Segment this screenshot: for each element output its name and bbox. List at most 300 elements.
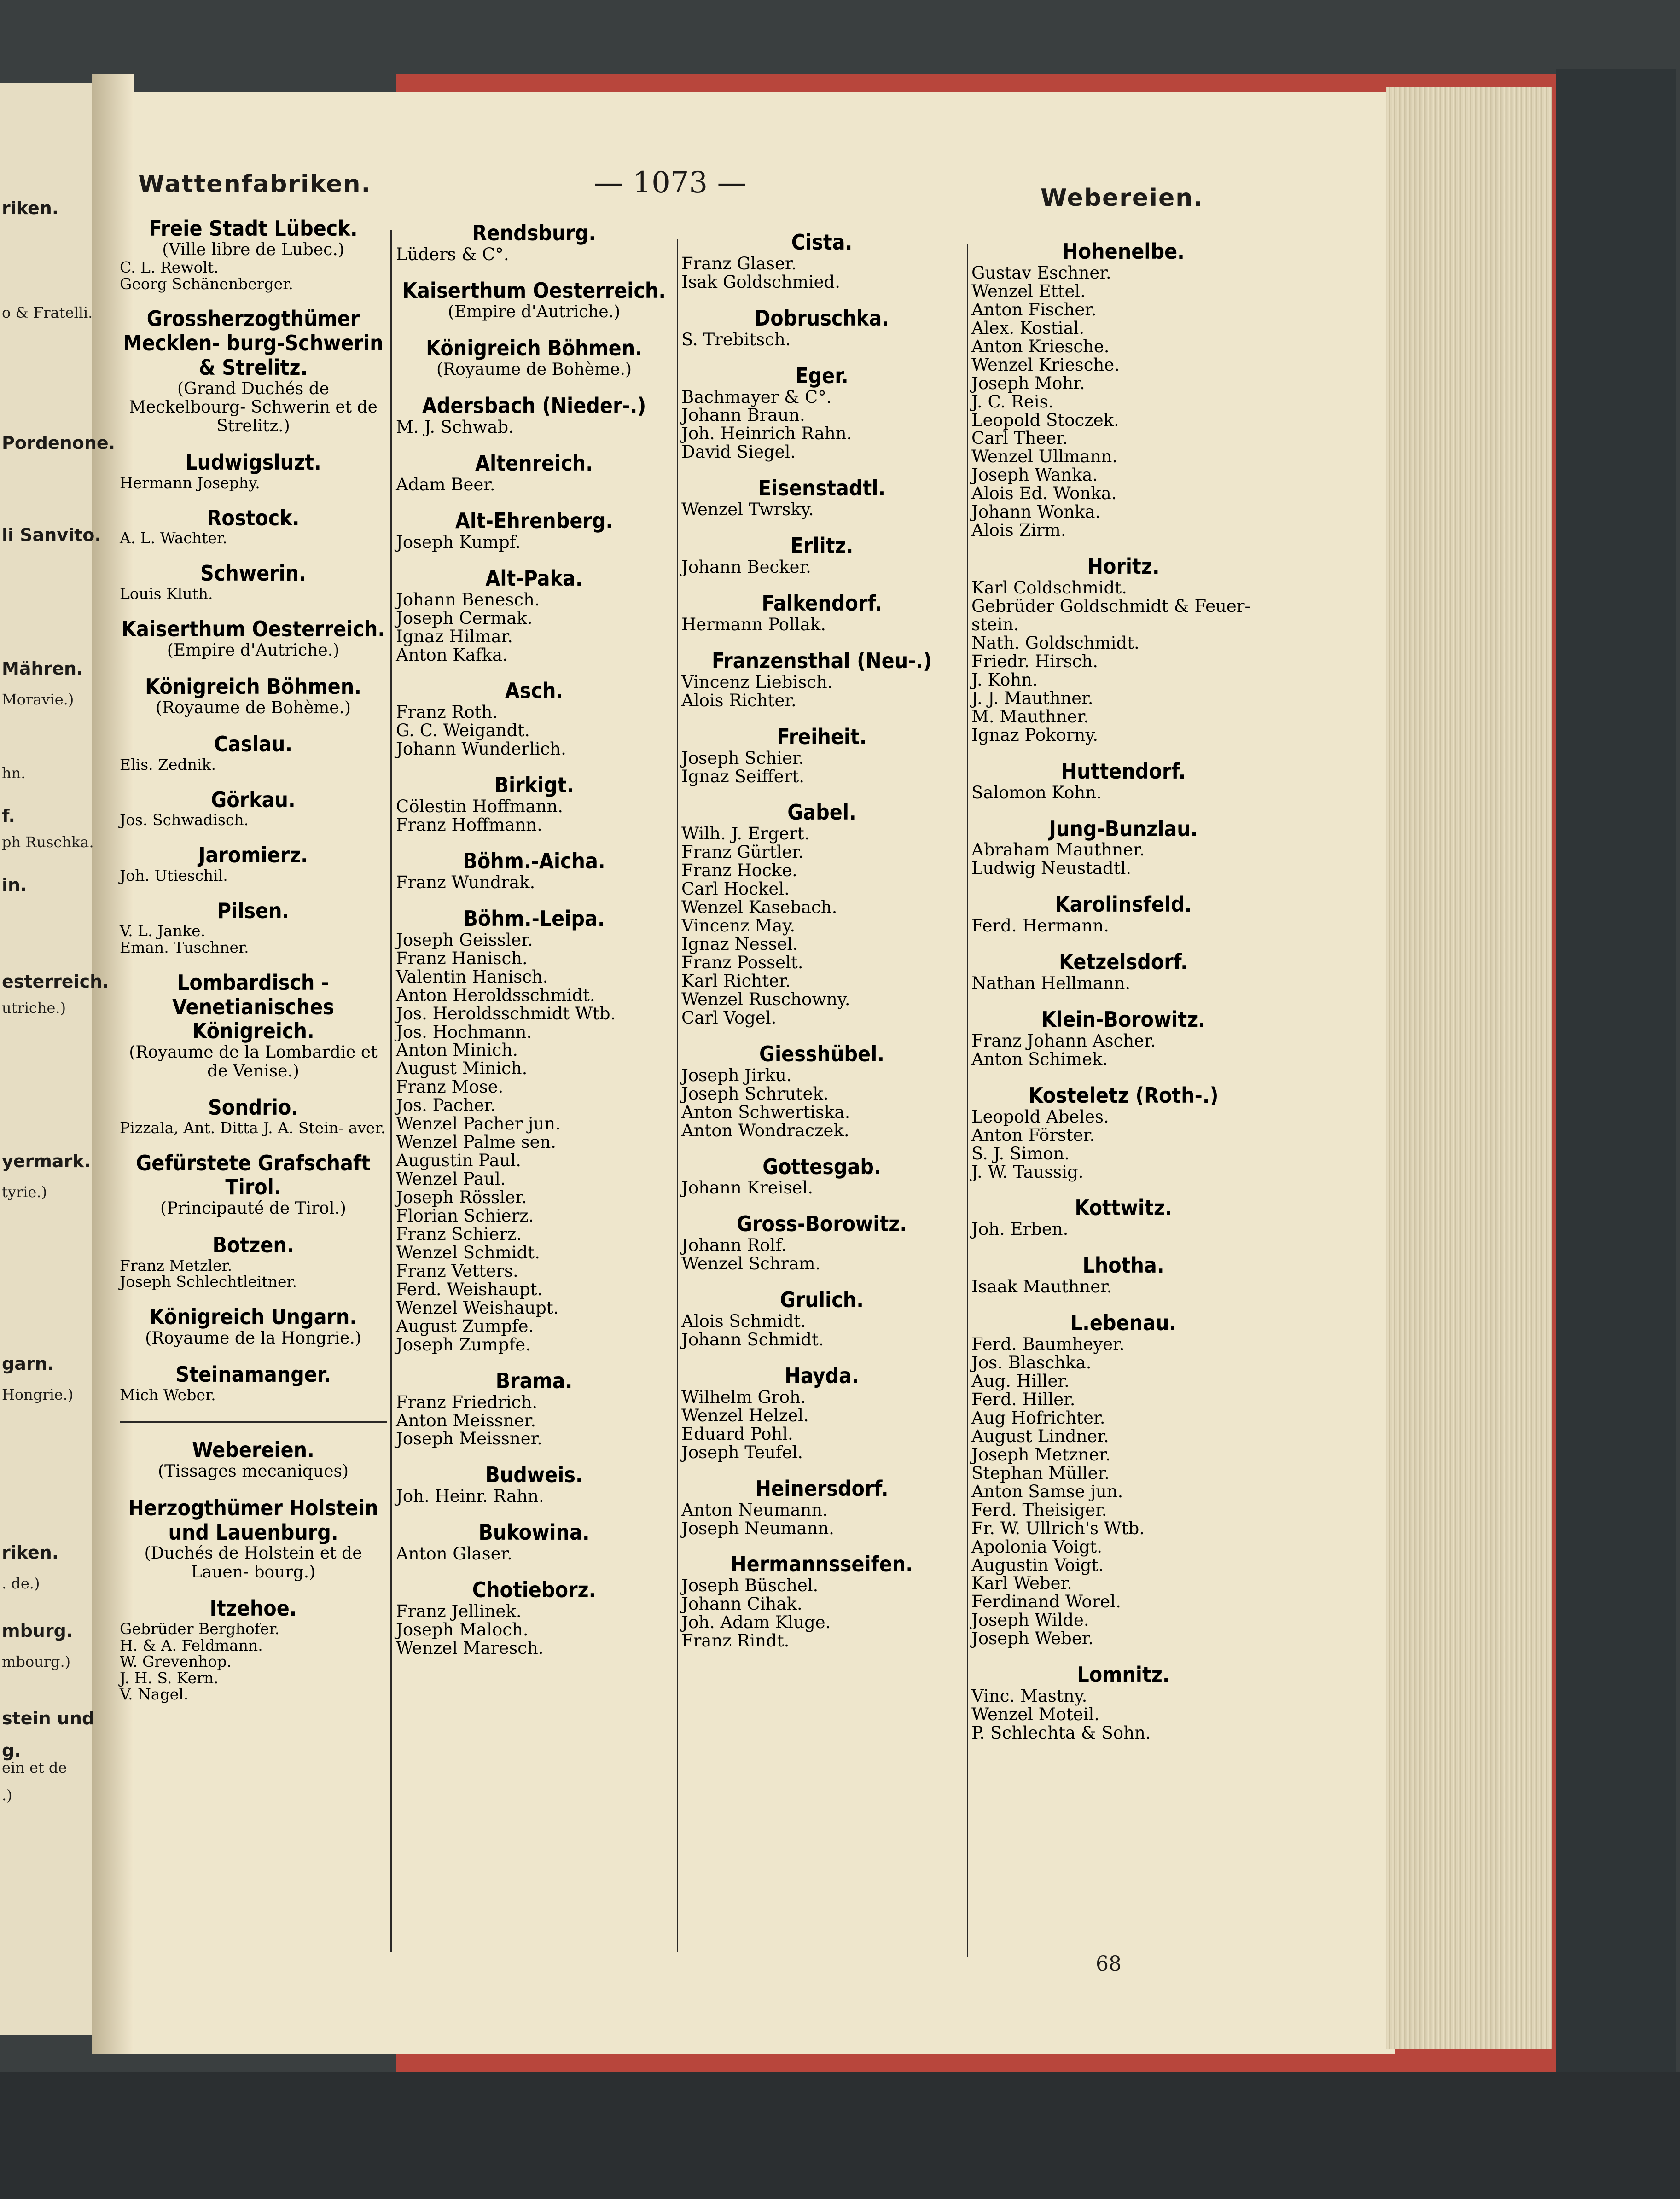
place-heading: Hohenelbe. — [1062, 239, 1185, 264]
firm-entry: Hermann Pollak. — [681, 614, 826, 634]
firm-entry: Jos. Hochmann. — [396, 1022, 532, 1042]
left-page-fragment: Hongrie.) — [2, 1386, 74, 1403]
place-heading: Grossherzogthümer Mecklen- burg-Schwerin & Strelitz. — [123, 306, 384, 380]
place-heading: Jaromierz. — [198, 843, 308, 868]
firm-entry: Johann Kreisel. — [681, 1178, 813, 1198]
place-heading: Itzehoe. — [209, 1596, 297, 1621]
column-rule-3 — [967, 244, 968, 1957]
firm-entry: M. Mauthner. — [971, 706, 1089, 727]
firm-entry: Wilhelm Groh. — [681, 1387, 806, 1407]
firm-entry: Franz Johann Ascher. — [971, 1030, 1156, 1051]
firm-entry: Wenzel Ettel. — [971, 281, 1086, 301]
column-3 — [681, 230, 962, 1650]
firm-entry: Karl Weber. — [971, 1573, 1072, 1594]
place-heading: Jung-Bunzlau. — [1049, 816, 1198, 841]
firm-entry: Ignaz Pokorny. — [971, 725, 1099, 745]
firm-entry: Franz Schierz. — [396, 1224, 522, 1245]
firm-entry: Aug. Hiller. — [971, 1371, 1070, 1391]
section — [681, 1552, 962, 1650]
signature-mark: 68 — [1096, 1952, 1122, 1976]
firm-entry: Georg Schänenberger. — [120, 274, 293, 293]
left-page-fragment: riken. — [2, 198, 59, 218]
firm-entry: Joseph Schier. — [681, 748, 804, 768]
firm-entry: Joseph Meissner. — [396, 1429, 542, 1449]
place-heading: Königreich Ungarn. — [149, 1304, 357, 1329]
section — [396, 221, 672, 264]
section — [396, 1520, 672, 1563]
place-heading: Kaiserthum Oesterreich. — [121, 616, 385, 641]
firm-entry: Anton Meissner. — [396, 1410, 536, 1431]
place-heading: Webereien. — [192, 1437, 314, 1463]
firm-entry: Joseph Teufel. — [681, 1442, 803, 1462]
firm-entry: Nathan Hellmann. — [971, 973, 1131, 994]
firm-entry: Franz Mose. — [396, 1077, 504, 1097]
firm-entry: Gebrüder Berghofer. — [120, 1619, 280, 1638]
firm-entry: Franz Rindt. — [681, 1631, 790, 1651]
firm-entry: Adam Beer. — [396, 474, 495, 494]
firm-entry: Joseph Schlechtleitner. — [120, 1273, 297, 1291]
firm-entry: Joseph Weber. — [971, 1629, 1094, 1649]
section — [681, 1042, 962, 1140]
firm-entry: Johann Wunderlich. — [396, 739, 566, 759]
left-page-fragment: . de.) — [2, 1575, 40, 1592]
firm-entry: Johann Braun. — [681, 405, 805, 425]
place-heading: Rostock. — [207, 505, 300, 530]
left-page-fragment: ein et de — [2, 1759, 67, 1776]
place-heading: Birkigt. — [494, 773, 574, 798]
place-heading: Lomnitz. — [1077, 1662, 1170, 1687]
place-heading: Görkau. — [211, 787, 296, 812]
firm-entry: Stephan Müller. — [971, 1463, 1110, 1483]
firm-entry: Franz Wundrak. — [396, 872, 535, 892]
firm-entry: Joh. Utieschil. — [120, 866, 228, 884]
left-page-fragment: mburg. — [2, 1621, 73, 1641]
firm-entry: Joseph Wanka. — [971, 465, 1098, 485]
column-rule-1 — [390, 230, 392, 1952]
place-heading: Falkendorf. — [762, 591, 882, 616]
firm-entry: Anton Neumann. — [681, 1500, 828, 1520]
place-heading: Gefürstete Grafschaft Tirol. — [136, 1150, 371, 1200]
firm-entry: M. J. Schwab. — [396, 417, 514, 437]
place-heading: Pilsen. — [217, 898, 290, 923]
firm-entry: Jos. Pacher. — [396, 1095, 496, 1116]
left-page-fragment: riken. — [2, 1542, 59, 1563]
section — [681, 1155, 962, 1198]
firm-entry: August Minich. — [396, 1059, 528, 1079]
section — [120, 506, 387, 547]
place-heading: Gross-Borowitz. — [736, 1211, 907, 1237]
section — [396, 679, 672, 758]
place-heading: Gottesgab. — [762, 1154, 881, 1179]
section — [681, 800, 962, 1027]
firm-entry: Johann Wonka. — [971, 502, 1101, 522]
section — [971, 817, 1275, 878]
firm-entry: J. Kohn. — [971, 669, 1038, 690]
firm-entry: Eman. Tuschner. — [120, 938, 249, 957]
firm-entry: Joseph Neumann. — [681, 1518, 834, 1538]
firm-entry: Johann Benesch. — [396, 589, 540, 610]
section — [681, 1364, 962, 1462]
firm-entry: J. W. Taussig. — [971, 1162, 1084, 1182]
place-heading: Ludwigsluzt. — [185, 450, 321, 475]
firm-entry: V. L. Janke. — [120, 922, 206, 940]
firm-entry: Ferd. Hiller. — [971, 1389, 1075, 1409]
column-1 — [120, 216, 387, 1703]
firm-entry: Vinc. Mastny. — [971, 1686, 1087, 1706]
place-heading: Eisenstadtl. — [758, 476, 886, 501]
heading-translation: (Royaume de la Hongrie.) — [145, 1328, 361, 1348]
section — [120, 561, 387, 602]
firm-entry: Jos. Blaschka. — [971, 1353, 1092, 1373]
firm-entry: Alois Richter. — [681, 690, 796, 710]
firm-entry: Isaak Mauthner. — [971, 1277, 1112, 1297]
section — [396, 394, 672, 436]
section — [681, 230, 962, 291]
left-page-fragment: yermark. — [2, 1151, 91, 1171]
firm-entry: A. L. Wachter. — [120, 529, 227, 547]
firm-entry: Wenzel Helzel. — [681, 1405, 809, 1425]
section — [120, 788, 387, 829]
section — [120, 1596, 387, 1703]
place-heading: Altenreich. — [475, 451, 593, 476]
firm-entry: Franz Metzler. — [120, 1256, 233, 1274]
place-heading: Asch. — [505, 678, 564, 704]
section — [120, 843, 387, 884]
firm-entry: Ignaz Seiffert. — [681, 766, 805, 786]
firm-entry: Joseph Schrutek. — [681, 1083, 829, 1104]
firm-entry: Franz Friedrich. — [396, 1392, 538, 1412]
firm-entry: Augustin Paul. — [396, 1151, 522, 1171]
firm-entry: Franz Hocke. — [681, 861, 797, 881]
firm-entry: J. H. S. Kern. — [120, 1669, 219, 1687]
place-heading: Brama. — [495, 1368, 573, 1393]
section — [681, 534, 962, 576]
firm-entry: Joseph Jirku. — [681, 1065, 792, 1085]
heading-translation: (Tissages mecaniques) — [157, 1462, 349, 1481]
firm-entry: Hermann Josephy. — [120, 473, 260, 492]
place-heading: Kosteletz (Roth-.) — [1028, 1082, 1219, 1108]
section — [120, 971, 387, 1081]
section — [971, 1253, 1275, 1296]
section — [681, 725, 962, 786]
left-page-fragment: Moravie.) — [2, 691, 74, 708]
firm-entry: Fr. W. Ullrich's Wtb. — [971, 1518, 1145, 1538]
firm-entry: Ferd. Theisiger. — [971, 1500, 1107, 1520]
firm-entry: Cölestin Hoffmann. — [396, 797, 563, 817]
section — [971, 1007, 1275, 1069]
firm-entry: Ludwig Neustadtl. — [971, 858, 1132, 878]
firm-entry: Anton Kafka. — [396, 645, 508, 665]
section — [681, 649, 962, 710]
firm-entry: Wenzel Pacher jun. — [396, 1114, 561, 1134]
section — [681, 364, 962, 462]
firm-entry: Pizzala, Ant. Ditta J. A. Stein- aver. — [120, 1118, 386, 1137]
section — [396, 336, 672, 379]
section — [681, 476, 962, 519]
firm-entry: Wenzel Maresch. — [396, 1638, 544, 1658]
firm-entry: Anton Schimek. — [971, 1049, 1108, 1069]
firm-entry: C. L. Rewolt. — [120, 258, 219, 277]
place-heading: Grulich. — [780, 1287, 864, 1313]
firm-entry: Aug Hofrichter. — [971, 1408, 1105, 1428]
firm-entry: Carl Hockel. — [681, 879, 790, 899]
left-page-fragment: mbourg.) — [2, 1653, 71, 1670]
section — [120, 1095, 387, 1136]
heading-translation: (Royaume de la Lombardie et de Venise.) — [129, 1043, 378, 1081]
left-page-fragment: esterreich. — [2, 972, 109, 992]
section — [120, 617, 387, 660]
left-page-fragment: in. — [2, 875, 27, 895]
firm-entry: Wenzel Schmidt. — [396, 1242, 540, 1262]
section — [971, 759, 1275, 802]
section — [396, 279, 672, 321]
place-heading: Botzen. — [212, 1232, 294, 1257]
firm-entry: Eduard Pohl. — [681, 1424, 793, 1444]
section — [396, 773, 672, 834]
page-number: — 1073 — — [594, 166, 747, 200]
heading-translation: (Duchés de Holstein et de Lauen- bourg.) — [144, 1544, 362, 1582]
firm-entry: Wenzel Ruschowny. — [681, 989, 850, 1009]
section — [396, 1369, 672, 1449]
firm-entry: Joseph Maloch. — [396, 1619, 529, 1640]
firm-entry: G. C. Weigandt. — [396, 721, 530, 741]
place-heading: Sondrio. — [208, 1095, 299, 1120]
firm-entry: Anton Fischer. — [971, 299, 1097, 320]
section — [120, 216, 387, 292]
section — [681, 1288, 962, 1349]
firm-entry: Jos. Schwadisch. — [120, 811, 249, 829]
section — [971, 950, 1275, 993]
place-heading: Ketzelsdorf. — [1059, 949, 1188, 975]
place-heading: Alt-Ehrenberg. — [455, 508, 613, 533]
firm-entry: Ferdinand Worel. — [971, 1592, 1121, 1612]
firm-entry: Wenzel Kriesche. — [971, 355, 1120, 375]
firm-entry: Franz Glaser. — [681, 253, 797, 273]
firm-entry: Ferd. Weishaupt. — [396, 1279, 543, 1299]
right-running-head: Webereien. — [1041, 184, 1204, 212]
firm-entry: V. Nagel. — [120, 1685, 189, 1704]
place-heading: Cista. — [791, 230, 853, 255]
place-heading: Hermannsseifen. — [731, 1552, 913, 1577]
place-heading: Kaiserthum Oesterreich. — [402, 278, 666, 303]
place-heading: Rendsburg. — [472, 221, 596, 245]
place-heading: Caslau. — [214, 732, 293, 757]
firm-entry: Wenzel Kasebach. — [681, 897, 837, 918]
firm-entry: Anton Wondraczek. — [681, 1120, 849, 1140]
section — [971, 1196, 1275, 1239]
firm-entry: Wenzel Palme sen. — [396, 1132, 557, 1152]
firm-entry: Isak Goldschmied. — [681, 272, 840, 292]
firm-entry: Joseph Mohr. — [971, 373, 1085, 393]
place-heading: Horitz. — [1087, 554, 1160, 579]
left-running-head: Wattenfabriken. — [138, 170, 372, 198]
firm-entry: Ignaz Hilmar. — [396, 626, 513, 646]
place-heading: Gabel. — [787, 800, 856, 825]
firm-entry: Joseph Rössler. — [396, 1187, 527, 1208]
firm-entry: Alois Zirm. — [971, 520, 1066, 541]
section — [681, 1477, 962, 1538]
left-page-fragment: .) — [2, 1786, 12, 1804]
left-page-fragment: li Sanvito. — [2, 525, 101, 545]
firm-entry: Wenzel Schram. — [681, 1254, 821, 1274]
section — [120, 307, 387, 436]
firm-entry: Wenzel Moteil. — [971, 1705, 1100, 1725]
heading-translation: (Royaume de Bohème.) — [436, 360, 632, 379]
place-heading: Lhotha. — [1082, 1253, 1164, 1278]
section — [396, 451, 672, 494]
firm-entry: Joh. Heinr. Rahn. — [396, 1486, 544, 1507]
firm-entry: August Lindner. — [971, 1426, 1109, 1446]
section — [396, 907, 672, 1354]
firm-entry: Ferd. Hermann. — [971, 916, 1109, 936]
firm-entry: Salomon Kohn. — [971, 782, 1102, 803]
firm-entry: Johann Rolf. — [681, 1235, 787, 1256]
heading-translation: (Ville libre de Lubec.) — [162, 240, 344, 259]
place-heading: Budweis. — [485, 1462, 583, 1488]
section — [120, 675, 387, 717]
firm-entry: Leopold Abeles. — [971, 1106, 1109, 1127]
place-heading: Eger. — [795, 363, 849, 388]
place-heading: Franzensthal (Neu-.) — [711, 648, 932, 673]
firm-entry: Bachmayer & C°. — [681, 387, 832, 407]
firm-entry: Joseph Wilde. — [971, 1610, 1089, 1630]
section — [120, 450, 387, 491]
heading-translation: (Grand Duchés de Meckelbourg- Schwerin et de Strelitz.) — [129, 379, 378, 436]
firm-entry: Vincenz Liebisch. — [681, 672, 833, 692]
column-4 — [971, 239, 1275, 1742]
firm-entry: J. J. Mauthner. — [971, 688, 1093, 708]
firm-entry: S. Trebitsch. — [681, 329, 791, 349]
firm-entry: Joh. Heinrich Rahn. — [681, 424, 852, 444]
firm-entry: Vincenz May. — [681, 916, 796, 936]
section — [971, 554, 1275, 744]
place-heading: Giesshübel. — [759, 1041, 885, 1066]
firm-entry: Gebrüder Goldschmidt & Feuer- stein. — [971, 596, 1250, 634]
firm-entry: Joseph Cermak. — [396, 608, 533, 628]
firm-entry: Anton Schwertiska. — [681, 1102, 850, 1122]
firm-entry: H. & A. Feldmann. — [120, 1636, 263, 1654]
left-page-fragment: stein und — [2, 1708, 95, 1728]
firm-entry: Lüders & C°. — [396, 244, 509, 264]
left-page-fragment: g. — [2, 1740, 21, 1761]
firm-entry: Florian Schierz. — [396, 1206, 534, 1226]
place-heading: Heinersdorf. — [755, 1476, 889, 1501]
left-page-fragment: garn. — [2, 1354, 54, 1374]
firm-entry: Apolonia Voigt. — [971, 1536, 1103, 1557]
left-page-fragment: o & Fratelli. — [2, 304, 93, 321]
firm-entry: Valentin Hanisch. — [396, 966, 548, 987]
section — [120, 1496, 387, 1582]
firm-entry: Jos. Heroldsschmidt Wtb. — [396, 1003, 616, 1024]
place-heading: Schwerin. — [200, 561, 306, 586]
firm-entry: Ferd. Baumheyer. — [971, 1334, 1125, 1355]
place-heading: Bukowina. — [478, 1520, 590, 1545]
firm-entry: Alois Schmidt. — [681, 1311, 806, 1332]
firm-entry: Carl Theer. — [971, 428, 1068, 448]
firm-entry: Franz Gürtler. — [681, 842, 804, 862]
firm-entry: Johann Cihak. — [681, 1594, 802, 1614]
place-heading: Lombardisch - Venetianisches Königreich. — [172, 970, 334, 1044]
place-heading: Karolinsfeld. — [1055, 892, 1192, 917]
section — [396, 1578, 672, 1658]
section — [396, 566, 672, 664]
firm-entry: Friedr. Hirsch. — [971, 651, 1099, 671]
firm-entry: Franz Roth. — [396, 702, 498, 722]
firm-entry: Johann Schmidt. — [681, 1330, 824, 1350]
firm-entry: Ignaz Nessel. — [681, 934, 798, 954]
left-page-fragment: f. — [2, 806, 15, 826]
section — [681, 591, 962, 634]
place-heading: Böhm.-Leipa. — [463, 906, 605, 931]
place-heading: Huttendorf. — [1061, 758, 1186, 784]
heading-translation: (Royaume de Bohème.) — [155, 698, 351, 717]
heading-translation: (Empire d'Autriche.) — [167, 640, 340, 660]
place-heading: Böhm.-Aicha. — [463, 849, 605, 874]
column-2 — [396, 221, 672, 1658]
firm-entry: Leopold Stoczek. — [971, 410, 1119, 430]
place-heading: Kottwitz. — [1075, 1195, 1172, 1221]
section — [681, 1212, 962, 1273]
place-heading: Hayda. — [785, 1363, 859, 1388]
place-heading: Freiheit. — [777, 724, 867, 749]
firm-entry: Franz Hoffmann. — [396, 815, 542, 835]
place-heading: Freie Stadt Lübeck. — [149, 216, 358, 241]
firm-entry: Joseph Büschel. — [681, 1576, 819, 1596]
section-rule — [120, 1421, 387, 1423]
left-page-fragment: Pordenone. — [2, 433, 116, 453]
section — [120, 899, 387, 956]
place-heading: Königreich Böhmen. — [426, 336, 642, 361]
firm-entry: Wenzel Paul. — [396, 1169, 506, 1189]
firm-entry: Joseph Kumpf. — [396, 532, 521, 552]
section — [971, 239, 1275, 540]
firm-entry: August Zumpfe. — [396, 1316, 534, 1336]
firm-entry: W. Grevenhop. — [120, 1652, 232, 1671]
left-page-fragment: tyrie.) — [2, 1183, 47, 1201]
place-heading: Erlitz. — [790, 533, 854, 558]
firm-entry: Franz Hanisch. — [396, 948, 528, 968]
firm-entry: Anton Minich. — [396, 1040, 518, 1060]
place-heading: Herzogthümer Holstein und Lauenburg. — [128, 1495, 378, 1545]
firm-entry: Johann Becker. — [681, 557, 811, 577]
firm-entry: Joseph Geissler. — [396, 930, 533, 950]
place-heading: Alt-Paka. — [485, 565, 583, 591]
firm-entry: Franz Vetters. — [396, 1261, 518, 1281]
firm-entry: Augustin Voigt. — [971, 1555, 1104, 1575]
firm-entry: Abraham Mauthner. — [971, 840, 1145, 860]
section — [971, 1083, 1275, 1181]
section — [971, 892, 1275, 935]
section — [120, 1305, 387, 1348]
left-page-fragment: ph Ruschka. — [2, 833, 94, 851]
place-heading: Chotieborz. — [472, 1577, 596, 1603]
section — [120, 1233, 387, 1290]
firm-entry: Mich Weber. — [120, 1385, 216, 1404]
firm-entry: Nath. Goldschmidt. — [971, 633, 1139, 653]
place-heading: Adersbach (Nieder-.) — [422, 393, 646, 419]
firm-entry: Wilh. J. Ergert. — [681, 824, 810, 844]
heading-translation: (Empire d'Autriche.) — [448, 302, 621, 321]
section — [120, 1151, 387, 1218]
section — [396, 509, 672, 552]
firm-entry: David Siegel. — [681, 442, 796, 462]
section — [120, 1421, 387, 1481]
background-bottom — [0, 2072, 1680, 2199]
firm-entry: Wenzel Ullmann. — [971, 447, 1118, 467]
firm-entry: Anton Kriesche. — [971, 336, 1110, 356]
heading-translation: (Principauté de Tirol.) — [160, 1199, 346, 1218]
place-heading: L.ebenau. — [1070, 1310, 1177, 1336]
